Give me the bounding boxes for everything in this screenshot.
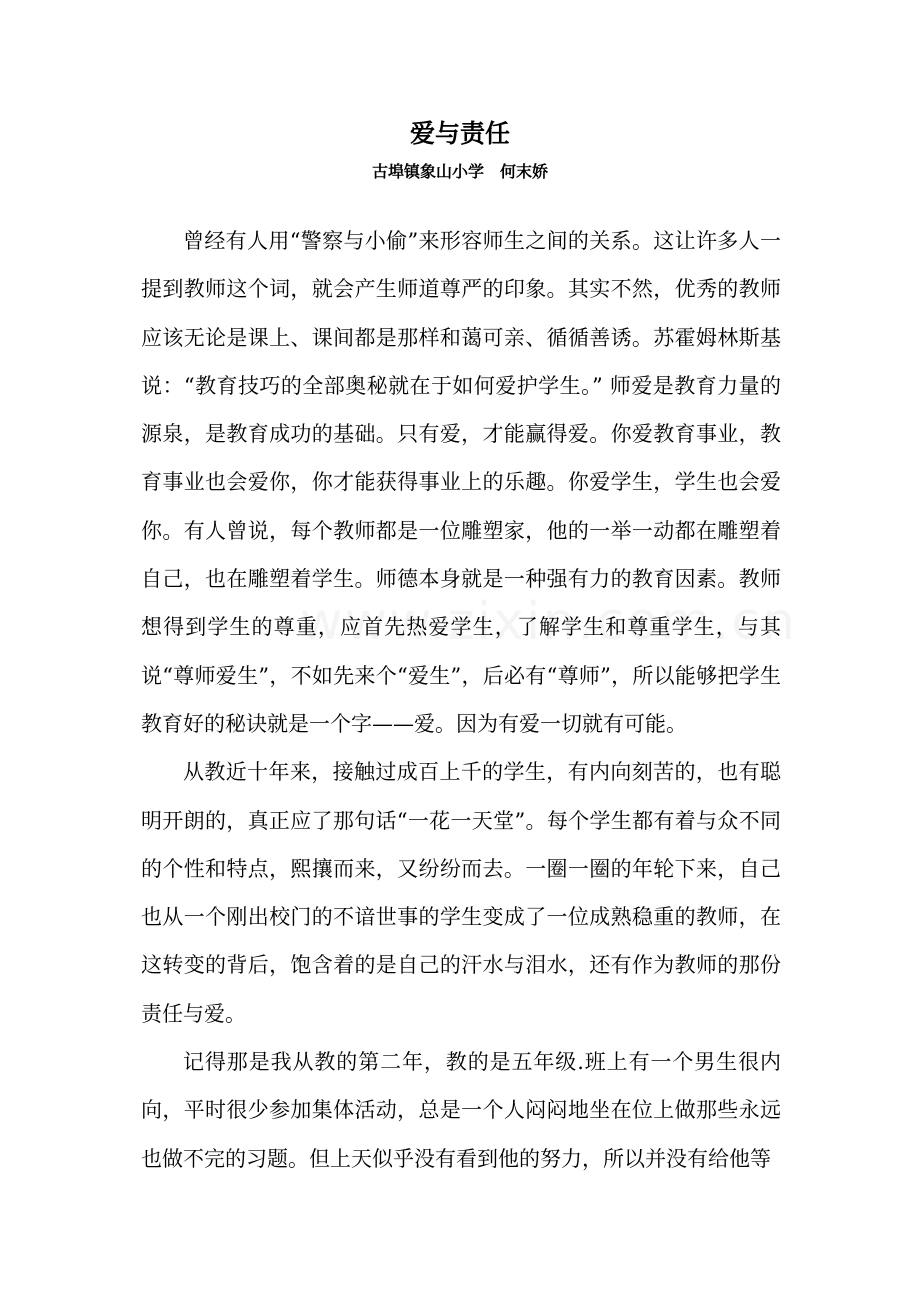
document-body bbox=[141, 217, 781, 1183]
document-title: 爱与责任 bbox=[409, 119, 510, 148]
paragraph-3: 记得那是我从教的第二年，教的是五年级.班上有一个男生很内向，平时很少参加集体活动，总是一个人闷闷地坐在位上做那些永远也做不完的习题。但上天似乎没有看到他的努力，所以并没有给他等 bbox=[141, 1050, 781, 1171]
author-line: 古埠镇象山小学 何末娇 bbox=[371, 162, 548, 181]
watermark bbox=[300, 592, 620, 652]
paragraph-2: 从教近十年来，接触过成百上千的学生，有内向刻苦的，也有聪明开朗的，真正应了那句话“一花一天堂”。每个学生都有着与众不同的个性和特点，熙攘而来，又纷纷而去。一圈一圈的年轮下来，自己也从一个刚出校门的不谙世事的学生变成了一位成熟稳重的教师，在这转变的背后，饱含着的是自己的汗水与泪水，还有作为教师的那份责任与爱。 bbox=[141, 760, 781, 1026]
paragraph-1: 曾经有人用“警察与小偷”来形容师生之间的关系。这让许多人一提到教师这个词，就会产生师道尊严的印象。其实不然，优秀的教师应该无论是课上、课间都是那样和蔼可亲、循循善诱。苏霍姆林斯基说：“教育技巧的全部奥秘就在于如何爱护学生。” 师爱是教育力量的源泉，是教育成功的基础。只有爱，才能赢得爱。你爱教育事业，教育事业也会爱你，你才能获得事业上的乐趣。你爱学生，学生也会爱你。有人曾说，每个教师都是一位雕塑家，他的一举一动都在雕塑着自己，也在雕塑着学生。师德本身就是一种强有力的教育因素。教师想得到学生的尊重，应首先热爱学生，了解学生和尊重学生，与其说“尊师爱生”，不如先来个“爱生”，后必有“尊师”，所以能够把学生教育好的秘诀就是一个字——爱。因为有爱一切就有可能。 bbox=[141, 229, 781, 736]
